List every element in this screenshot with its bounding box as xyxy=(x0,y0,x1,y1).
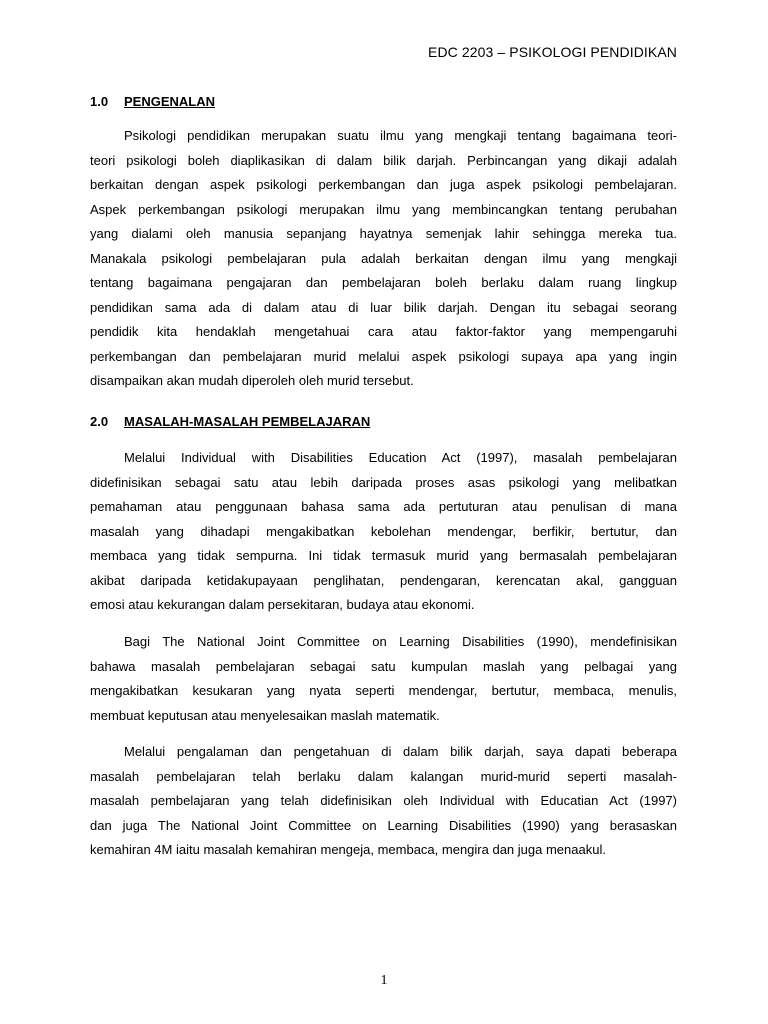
paragraph-line: dan juga The National Joint Committee on Learning Disabilities (1990) yang berasaskan xyxy=(90,817,677,833)
paragraph-line: berkaitan dengan aspek psikologi perkembangan dan juga aspek psikologi pembelajaran. xyxy=(90,177,677,192)
paragraph-line: yang dialami oleh manusia sepanjang hayatnya semenjak lahir sehingga mereka tua. xyxy=(90,226,677,241)
paragraph-line: tentang bagaimana pengajaran dan pembelajaran boleh berlaku dalam ruang lingkup xyxy=(90,275,677,290)
paragraph-line: masalah pembelajaran yang telah didefinisikan oleh Individual with Educatian Act (1997) xyxy=(90,793,677,808)
paragraph-line: didefinisikan sebagai satu atau lebih daripada proses asas psikologi yang melibatkan xyxy=(90,474,677,490)
section-1-paragraph-1 xyxy=(90,124,677,394)
paragraph-line: mengakibatkan kesukaran yang nyata seperti mendengar, bertutur, membaca, menulis, xyxy=(90,683,677,698)
paragraph-line: kemahiran 4M iaitu masalah kemahiran mengeja, membaca, mengira dan juga menaakul. xyxy=(90,842,606,857)
paragraph-line: Psikologi pendidikan merupakan suatu ilmu yang mengkaji tentang bagaimana teori- xyxy=(124,128,677,143)
section-title: MASALAH-MASALAH PEMBELAJARAN xyxy=(124,414,371,429)
section-2-paragraph-1 xyxy=(90,446,677,618)
section-2-paragraph-2 xyxy=(90,630,677,728)
paragraph-line: disampaikan akan mudah diperoleh oleh murid tersebut. xyxy=(90,373,414,388)
paragraph-line: Aspek perkembangan psikologi merupakan ilmu yang membincangkan tentang perubahan xyxy=(90,201,677,217)
page-number: 1 xyxy=(380,973,388,988)
paragraph-line: Melalui Individual with Disabilities Education Act (1997), masalah pembelajaran xyxy=(124,450,677,465)
section-2-paragraph-3 xyxy=(90,740,677,863)
section-heading-1 xyxy=(90,94,215,109)
paragraph-line: membaca yang tidak sempurna. Ini tidak termasuk murid yang bermasalah pembelajaran xyxy=(90,548,677,563)
paragraph-line: Manakala psikologi pembelajaran pula adalah berkaitan dengan ilmu yang mengkaji xyxy=(90,250,677,266)
section-number: 2.0 xyxy=(90,414,109,429)
section-title: PENGENALAN xyxy=(124,94,216,109)
paragraph-line: masalah yang dihadapi mengakibatkan kebolehan mendengar, berfikir, bertutur, dan xyxy=(90,523,677,539)
paragraph-line: bahawa masalah pembelajaran sebagai satu kumpulan maslah yang pelbagai yang xyxy=(90,658,677,674)
paragraph-line: Melalui pengalaman dan pengetahuan di dalam bilik darjah, saya dapati beberapa xyxy=(124,744,677,759)
paragraph-line: teori psikologi boleh diaplikasikan di dalam bilik darjah. Perbincangan yang dikaji adalah xyxy=(90,152,677,168)
paragraph-line: masalah pembelajaran telah berlaku dalam kalangan murid-murid seperti masalah- xyxy=(90,768,677,784)
section-heading-2 xyxy=(90,414,370,429)
paragraph-text xyxy=(90,124,677,394)
paragraph-line: perkembangan dan pembelajaran murid melalui aspek psikologi supaya apa yang ingin xyxy=(90,348,677,364)
paragraph-line: pendidik kita hendaklah mengetahuai cara atau faktor-faktor yang mempengaruhi xyxy=(90,324,677,339)
paragraph-text xyxy=(90,740,677,863)
section-number: 1.0 xyxy=(90,94,109,109)
paragraph-line: pendidikan sama ada di dalam atau di luar bilik darjah. Dengan itu sebagai seorang xyxy=(90,299,677,315)
paragraph-line: akibat daripada ketidakupayaan penglihatan, pendengaran, kerencatan akal, gangguan xyxy=(90,572,677,588)
paragraph-line: pemahaman atau penggunaan bahasa sama ada pertuturan atau penulisan di mana xyxy=(90,499,677,514)
page-header: EDC 2203 – PSIKOLOGI PENDIDIKAN xyxy=(428,44,677,60)
paragraph-line: emosi atau kekurangan dalam persekitaran, budaya atau ekonomi. xyxy=(90,597,475,612)
paragraph-text xyxy=(90,630,677,728)
paragraph-line: Bagi The National Joint Committee on Learning Disabilities (1990), mendefinisikan xyxy=(124,634,677,649)
paragraph-text xyxy=(90,446,677,618)
paragraph-line: membuat keputusan atau menyelesaikan maslah matematik. xyxy=(90,707,440,723)
